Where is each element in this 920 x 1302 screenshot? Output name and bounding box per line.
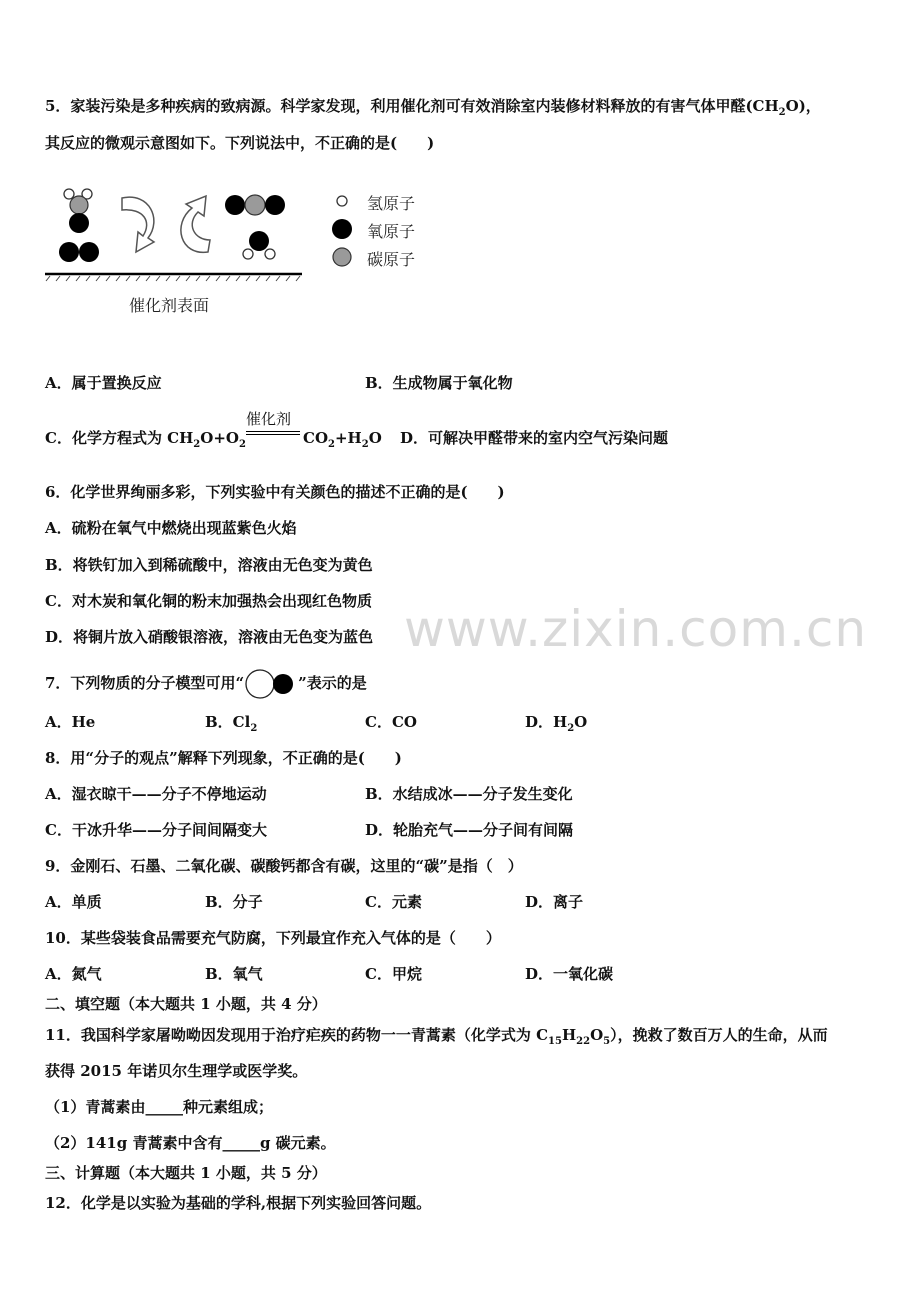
q10-stem: 10．某些袋装食品需要充气防腐，下列最宜作充入气体的是（ ） [45, 929, 501, 947]
q11-subquestion-1: （1）青蒿素由_____种元素组成； [45, 1098, 273, 1116]
equation-line-bottom [246, 434, 300, 435]
q6-stem: 6．化学世界绚丽多彩，下列实验中有关颜色的描述不正确的是( ) [45, 483, 505, 501]
q11-subquestion-2: （2）141g 青蒿素中含有_____g 碳元素。 [45, 1134, 336, 1152]
q9-option-d: D．离子 [525, 893, 584, 911]
legend-hydrogen-label: 氢原子 [367, 194, 416, 213]
q5-option-c-products: $CO_2+H_2O$ [303, 429, 382, 450]
legend-carbon-icon [333, 248, 351, 266]
q6-option-c: C．对木炭和氧化铜的粉末加强热会出现红色物质 [45, 592, 372, 610]
q11-stem-line1: 11．我国科学家屠呦呦因发现用于治疗疟疾的药物一一青蒿素（化学式为 $C_{15}H_{22}O_5$），挽救了数百万人的生命，从而 [45, 1026, 828, 1047]
q10-option-d: D．一氧化碳 [525, 965, 614, 983]
equation-line-top [246, 431, 300, 432]
q6-option-b: B．将铁钉加入到稀硫酸中，溶液由无色变为黄色 [45, 556, 373, 574]
q10-option-b: B．氧气 [205, 965, 263, 983]
q8-option-a: A．湿衣晾干——分子不停地运动 [45, 785, 267, 803]
legend-oxygen-icon [332, 219, 352, 239]
q5-stem-line1: 5．家装污染是多种疾病的致病源。科学家发现，利用催化剂可有效消除室内装修材料释放的有害气体甲醛$(CH_2O)$， [45, 97, 821, 118]
q8-option-b: B．水结成冰——分子发生变化 [365, 785, 573, 803]
q9-option-a: A．单质 [45, 893, 102, 911]
q12-stem: 12．化学是以实验为基础的学科,根据下列实验回答问题。 [45, 1194, 432, 1212]
equation-condition: 催化剂 [246, 410, 292, 428]
arrow-down-icon [122, 197, 154, 252]
q8-option-c: C．干冰升华——分子间间隔变大 [45, 821, 267, 839]
molecule-model-icon [244, 669, 298, 699]
q11-stem-line2: 获得 2015 年诺贝尔生理学或医学奖。 [45, 1062, 308, 1080]
diagram-caption: 催化剂表面 [129, 296, 210, 315]
q5-option-a: A．属于置换反应 [45, 374, 162, 392]
q9-option-c: C．元素 [365, 893, 422, 911]
oxygen-molecule [59, 242, 99, 262]
q9-stem: 9．金刚石、石墨、二氧化碳、碳酸钙都含有碳，这里的“碳”是指（ ） [45, 857, 523, 875]
co2-molecule [225, 195, 285, 215]
q7-option-d: D．$H_2O$ [525, 713, 588, 734]
q6-option-a: A．硫粉在氧气中燃烧出现蓝紫色火焰 [45, 519, 297, 537]
section-3-heading: 三、计算题（本大题共 1 小题，共 5 分） [45, 1164, 327, 1182]
legend-carbon-label: 碳原子 [367, 250, 416, 269]
q7-stem: 7．下列物质的分子模型可用“ ”表示的是 [45, 669, 367, 699]
q5-stem-line2: 其反应的微观示意图如下。下列说法中，不正确的是( ) [45, 134, 435, 152]
q7-option-a: A．He [45, 713, 96, 731]
legend-hydrogen-icon [337, 196, 347, 206]
water-molecule [243, 231, 275, 259]
q10-option-c: C．甲烷 [365, 965, 422, 983]
q6-option-d: D．将铜片放入硝酸银溶液，溶液由无色变为蓝色 [45, 628, 374, 646]
q7-option-c: C．CO [365, 713, 417, 731]
q5-option-d: D．可解决甲醛带来的室内空气污染问题 [400, 429, 669, 447]
q10-option-a: A．氮气 [45, 965, 102, 983]
q7-option-b: B．$Cl_2$ [205, 713, 258, 734]
arrow-up-icon [181, 196, 210, 252]
q8-option-d: D．轮胎充气——分子间有间隔 [365, 821, 574, 839]
formaldehyde-molecule [64, 189, 92, 233]
q5-option-c: C．化学方程式为 $CH_2O+O_2$ [45, 429, 246, 450]
section-2-heading: 二、填空题（本大题共 1 小题，共 4 分） [45, 995, 327, 1013]
watermark: www.zixin.com.cn [404, 600, 868, 658]
q8-stem: 8．用“分子的观点”解释下列现象，不正确的是( ) [45, 749, 402, 767]
legend-oxygen-label: 氧原子 [367, 222, 416, 241]
catalyst-surface [45, 274, 302, 281]
q5-option-b: B．生成物属于氧化物 [365, 374, 513, 392]
q9-option-b: B．分子 [205, 893, 263, 911]
